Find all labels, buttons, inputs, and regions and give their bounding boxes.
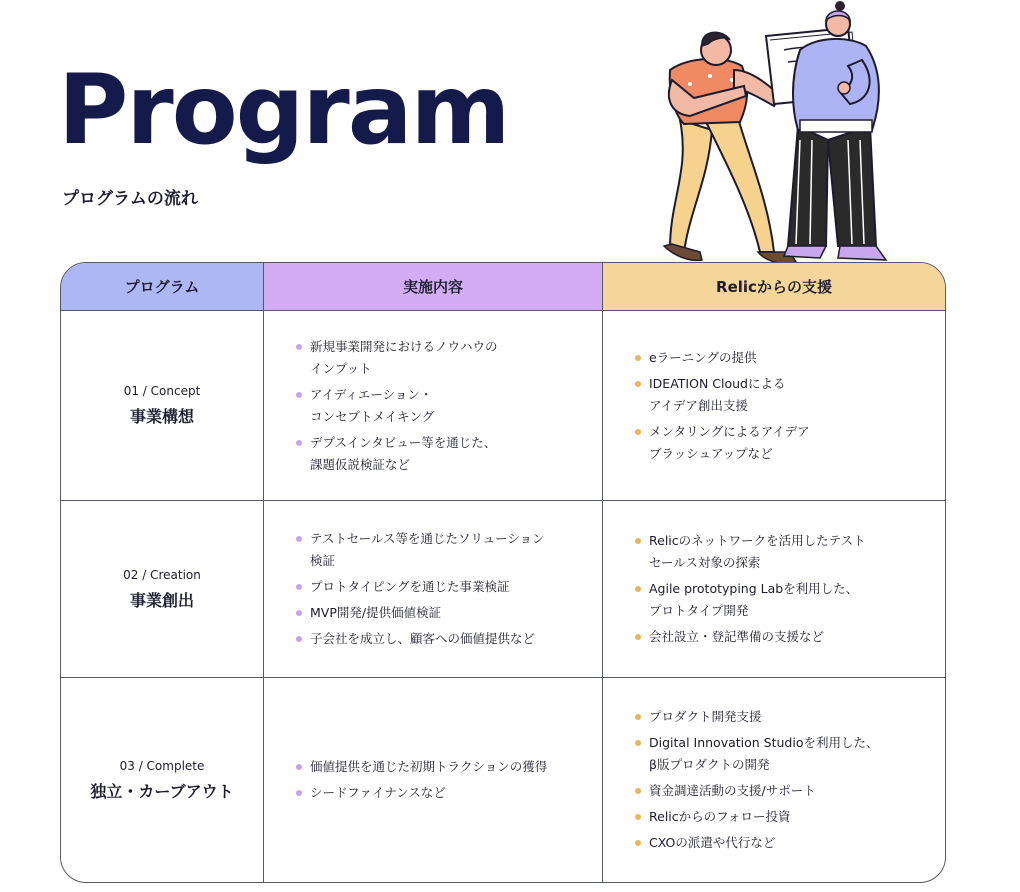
support-cell — [603, 311, 945, 500]
header-content: 実施内容 — [264, 263, 603, 310]
phase-cell — [61, 501, 264, 677]
support-item: プロダクト開発支援 — [635, 706, 931, 728]
support-item: IDEATION Cloudによる アイデア創出支援 — [635, 373, 931, 417]
people-carrying-document-illustration — [650, 0, 910, 268]
bullet-dot-icon — [635, 355, 641, 361]
bullet-dot-icon — [635, 788, 641, 794]
page-title: Program — [58, 54, 509, 166]
bullet-dot-icon — [296, 764, 302, 770]
bullet-dot-icon — [635, 814, 641, 820]
bullet-dot-icon — [296, 536, 302, 542]
phase-number: 03 / Complete — [119, 758, 205, 773]
support-cell — [603, 501, 945, 677]
phase-number: 01 / Concept — [123, 384, 201, 398]
content-item: デプスインタビュー等を通じた、 課題仮説検証など — [296, 432, 588, 476]
bullet-dot-icon — [635, 538, 641, 544]
header-support: Relicからの支援 — [603, 263, 945, 310]
bullet-dot-icon — [296, 790, 302, 796]
content-item: 価値提供を通じた初期トラクションの獲得 — [296, 756, 588, 778]
bullet-dot-icon — [296, 610, 302, 616]
bullet-dot-icon — [635, 381, 641, 387]
bullet-dot-icon — [296, 344, 302, 350]
header-program: プログラム — [61, 263, 264, 310]
bullet-dot-icon — [635, 714, 641, 720]
content-item: テストセールス等を通じたソリューション 検証 — [296, 528, 588, 572]
phase-name: 事業構想 — [129, 407, 194, 426]
content-item: プロトタイピングを通じた事業検証 — [296, 576, 588, 598]
content-cell — [264, 501, 603, 677]
support-item: 資金調達活動の支援/サポート — [635, 780, 931, 802]
table-header — [61, 263, 945, 311]
phase-number: 02 / Creation — [123, 567, 201, 582]
bullet-dot-icon — [296, 392, 302, 398]
support-item: Agile prototyping Labを利用した、 プロトタイプ開発 — [635, 578, 931, 622]
content-item: 新規事業開発におけるノウハウの インプット — [296, 336, 588, 380]
support-item: Digital Innovation Studioを利用した、 β版プロダクトの開発 — [635, 732, 931, 776]
phase-name: 事業創出 — [129, 590, 194, 610]
table-row — [61, 311, 945, 501]
content-item: シードファイナンスなど — [296, 782, 588, 804]
support-item: 会社設立・登記準備の支援など — [635, 626, 931, 648]
table-row — [61, 678, 945, 882]
support-item: メンタリングによるアイデア ブラッシュアップなど — [635, 421, 931, 465]
support-item: Relicのネットワークを活用したテスト セールス対象の探索 — [635, 530, 931, 574]
bullet-dot-icon — [296, 584, 302, 590]
support-item: eラーニングの提供 — [635, 347, 931, 369]
table-row — [61, 501, 945, 678]
bullet-dot-icon — [635, 586, 641, 592]
bullet-dot-icon — [635, 634, 641, 640]
support-item: Relicからのフォロー投資 — [635, 806, 931, 828]
bullet-dot-icon — [635, 429, 641, 435]
content-item: 子会社を成立し、顧客への価値提供など — [296, 628, 588, 650]
page-subtitle: プログラムの流れ — [62, 189, 198, 209]
phase-name: 独立・カーブアウト — [90, 781, 234, 801]
content-item: MVP開発/提供価値検証 — [296, 602, 588, 624]
bullet-dot-icon — [296, 636, 302, 642]
support-cell — [603, 678, 945, 882]
content-cell — [264, 311, 603, 500]
bullet-dot-icon — [296, 440, 302, 446]
content-cell — [264, 678, 603, 882]
content-item: アイディエーション・ コンセプトメイキング — [296, 384, 588, 428]
support-item: CXOの派遣や代行など — [635, 832, 931, 854]
phase-cell — [61, 311, 264, 500]
program-table — [60, 262, 946, 883]
phase-cell — [61, 678, 264, 882]
bullet-dot-icon — [635, 740, 641, 746]
bullet-dot-icon — [635, 840, 641, 846]
